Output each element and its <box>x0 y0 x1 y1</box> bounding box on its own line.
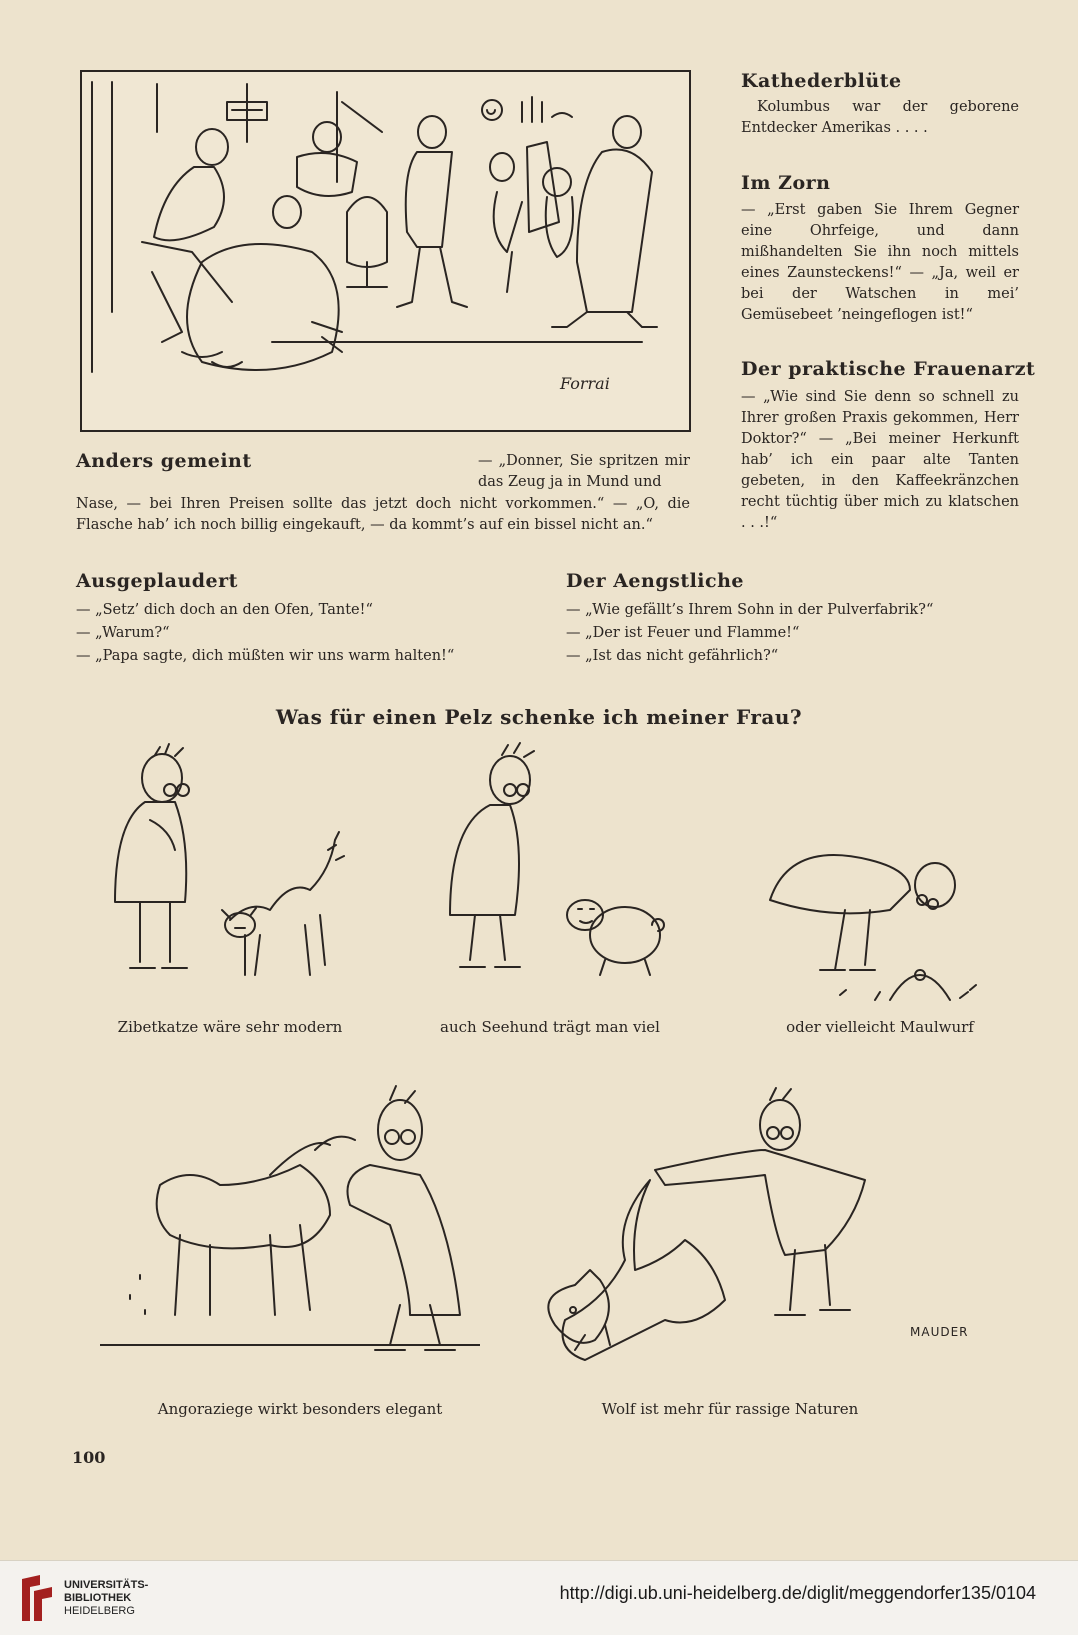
library-footer <box>0 1560 1078 1635</box>
katheder-title: Kathederblüte <box>741 70 902 92</box>
panel-zibetkatze-drawing <box>100 740 360 1000</box>
ausgeplaudert-line-1: — „Setz’ dich doch an den Ofen, Tante!“ <box>76 602 373 618</box>
anders-title: Anders gemeint <box>76 450 252 472</box>
cartoon-signature: MAUDER <box>910 1325 969 1339</box>
illustration-signature: Forrai <box>560 374 610 393</box>
page-number: 100 <box>72 1448 106 1467</box>
aengstliche-line-2: — „Der ist Feuer und Flamme!“ <box>566 625 800 641</box>
aengstliche-line-1: — „Wie gefällt’s Ihrem Sohn in der Pulverfabrik?“ <box>566 602 934 618</box>
caption-angoraziege: Angoraziege wirkt besonders elegant <box>157 1400 443 1418</box>
barber-illustration <box>80 70 691 432</box>
library-name-line-1: UNIVERSITÄTS- <box>64 1579 149 1591</box>
library-name-line-3: HEIDELBERG <box>64 1605 135 1617</box>
caption-maulwurf: oder vielleicht Maulwurf <box>786 1018 974 1036</box>
ausgeplaudert-line-2: — „Warum?“ <box>76 625 170 641</box>
panel-angoraziege-drawing <box>100 1075 480 1405</box>
ausgeplaudert-line-3: — „Papa sagte, dich müßten wir uns warm halten!“ <box>76 648 455 664</box>
panel-maulwurf-drawing <box>750 820 1010 1020</box>
caption-wolf: Wolf ist mehr für rassige Naturen <box>601 1400 859 1418</box>
aengstliche-title: Der Aengstliche <box>566 570 744 592</box>
frauenarzt-body: — „Wie sind Sie denn so schnell zu Ihrer großen Praxis gekommen, Herr Doktor?“ — „Bei meiner Herkunft hab’ ich ein paar alte Tanten gebeten, in den Kaffeekränzchen recht tüchtig über mich zu klatschen . . .!“ <box>741 389 1019 531</box>
anders-body-rest: Nase, — bei Ihren Preisen sollte das jetzt doch nicht vorkommen.“ — „O, die Flasche hab’ ich noch billig eingekauft, — da kommt’s auf ein bissel nicht an.“ <box>76 496 690 533</box>
library-name-line-2: BIBLIOTHEK <box>64 1592 132 1604</box>
library-name <box>64 1579 148 1618</box>
katheder-body: Kolumbus war der geborene Entdecker Amerikas . . . . <box>741 99 1019 136</box>
caption-seehund: auch Seehund trägt man viel <box>440 1018 660 1036</box>
zorn-title: Im Zorn <box>741 172 831 194</box>
anders-body-first: — „Donner, Sie spritzen mir das Zeug ja in Mund und <box>478 453 690 490</box>
cartoon-heading: Was für einen Pelz schenke ich meiner Frau? <box>275 705 803 729</box>
zorn-body: — „Erst gaben Sie Ihrem Gegner eine Ohrfeige, und dann mißhandelten Sie ihn noch mittels eines Zaunsteckens!“ — „Ja, weil er bei der Watschen in mei’ Gemüsebeet ’neingeflogen ist!“ <box>741 202 1019 323</box>
frauenarzt-title: Der praktische Frauenarzt <box>741 358 1036 380</box>
source-url-link[interactable]: http://digi.ub.uni-heidelberg.de/diglit/meggendorfer135/0104 <box>559 1583 1036 1603</box>
panel-wolf-drawing <box>525 1085 905 1405</box>
aengstliche-line-3: — „Ist das nicht gefährlich?“ <box>566 648 779 664</box>
panel-seehund-drawing <box>420 735 680 995</box>
caption-zibetkatze: Zibetkatze wäre sehr modern <box>117 1018 343 1036</box>
library-logo-icon <box>18 1573 58 1623</box>
ausgeplaudert-title: Ausgeplaudert <box>76 570 238 592</box>
